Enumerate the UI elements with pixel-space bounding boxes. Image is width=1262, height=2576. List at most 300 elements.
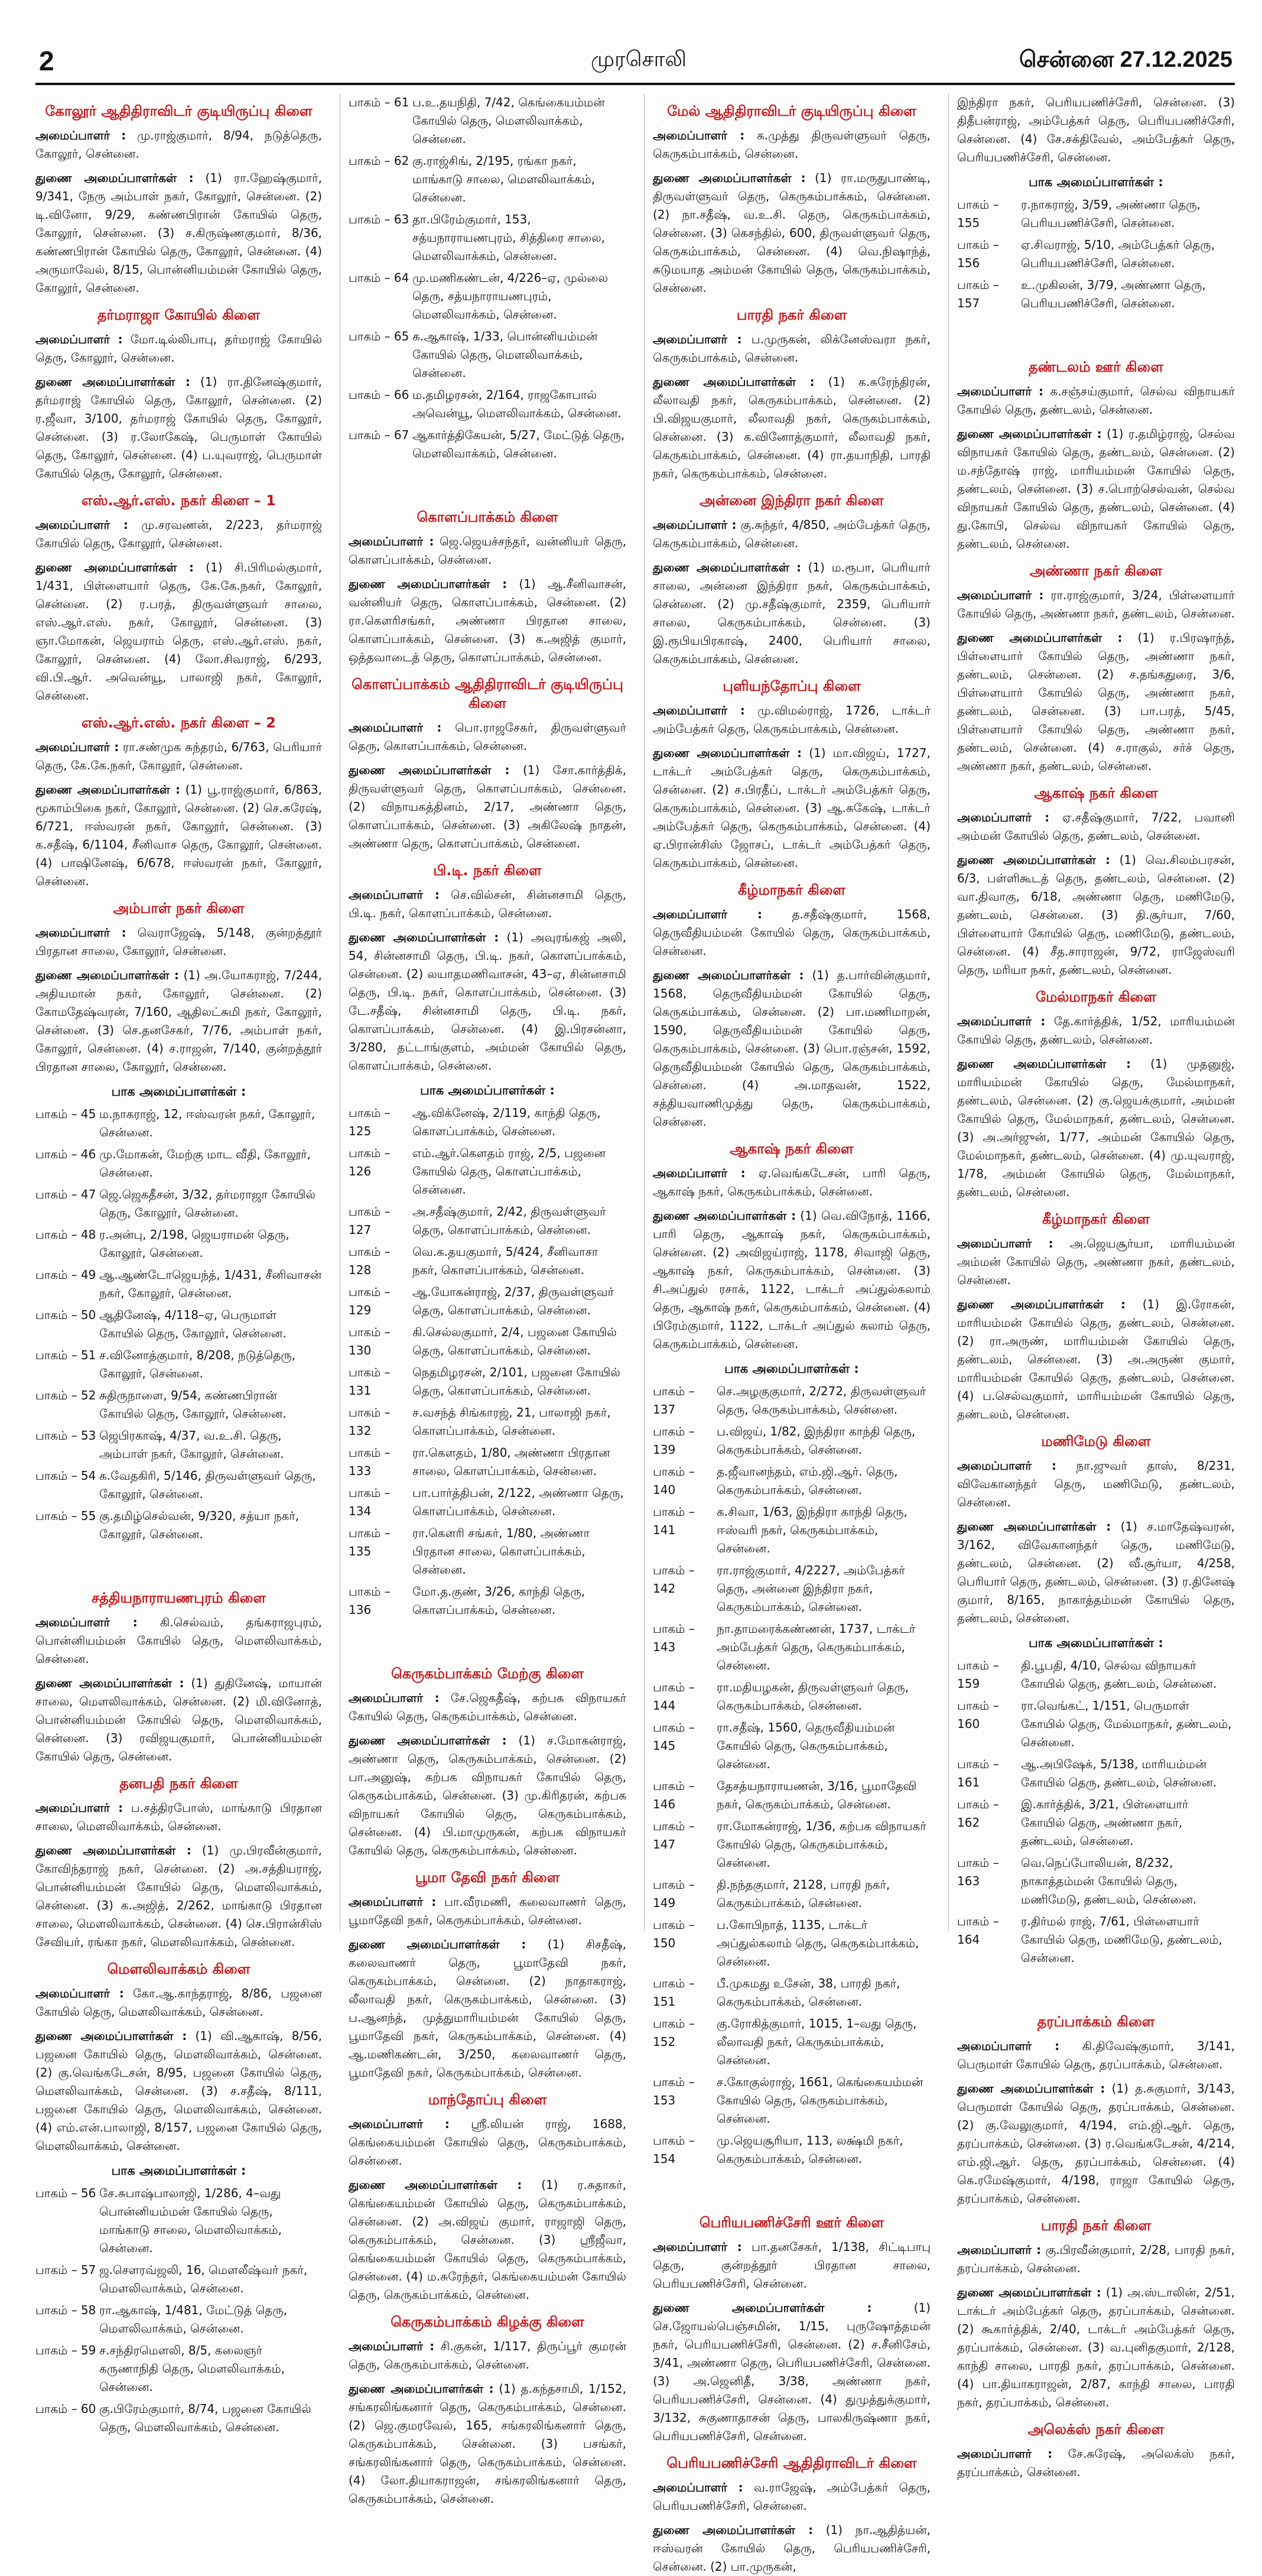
part-number: பாகம் – 151 xyxy=(653,1976,695,2009)
part-organizer-row xyxy=(653,1678,931,1715)
entry-text: (1) சோ.கார்த்திக், திருவள்ளுவர் தெரு, கொளப்பாக்கம், சென்னை. (2) விநாயகத்தினம், 2/17, அண்ணா தெரு, கொளப்பாக்கம், சென்னை. (3) அகிலேஷ் நாதன், அண்ணா தெரு, கொளப்பாக்கம், சென்னை. xyxy=(349,763,626,850)
part-organizer-text: மு.மோகன், மேற்கு மாட வீதி, கோலூர், சென்னை. xyxy=(99,1147,311,1180)
entry-text: (1) சி.பிரிமல்குமார், 1/431, பிள்ளையார் தெரு, கே.கே.நகர், கோலூர், சென்னை. (2) ர.பரத், திருவள்ளுவர் சாலை, எஸ்.ஆர்.எஸ். நகர், கோலூர், சென்னை. (3) ஞா.மோகன், ஜெயராம் தெரு, எஸ்.ஆர்.எஸ். நகர், கோலூர், சென்னை. (4) லோ.சிவராஜ், 6/293, வி.பி.ஆர். அவென்யூ, பாலாஜி நகர், கோலூர், சென்னை. xyxy=(35,560,323,703)
part-number: பாகம் – 47 xyxy=(35,1187,96,1201)
part-organizer-text: ரா.கௌரி சங்கர், 1/80, அண்ணா பிரதான சாலை, கொளப்பாக்கம், சென்னை. xyxy=(412,1526,590,1577)
part-organizer-text: கு.ராஜ்சிங், 2/195, ரங்கா நகர், மாங்காடு சாலை, மௌலிவாக்கம், சென்னை. xyxy=(412,154,595,204)
part-organizer-row xyxy=(349,1484,626,1521)
entry-text: ஏ.சதீஷ்குமார், 7/22, பவானி அம்மன் கோயில் தெரு, தண்டலம், சென்னை. xyxy=(957,810,1235,843)
part-number: பாகம் – 147 xyxy=(653,1819,695,1851)
entry-text: ரா.சண்முக சுந்தரம், 6/763, பெரியார் தெரு, கே.கே.நகர், கோலூர், சென்னை. xyxy=(35,740,322,772)
deputy-label: துணை அமைப்பாளர்கள் : xyxy=(349,2382,494,2396)
part-organizer-row xyxy=(349,210,626,265)
part-number: பாகம் – 64 xyxy=(349,271,409,285)
part-number: பாகம் – 157 xyxy=(957,278,999,310)
part-number: பாகம் – 51 xyxy=(35,1348,96,1362)
column-spacer xyxy=(349,466,626,499)
part-number: பாகம் – 146 xyxy=(653,1779,695,1811)
deputy-label: துணை அமைப்பாளர்கள் : xyxy=(35,1676,184,1690)
organizer-entry xyxy=(35,516,322,553)
part-organizer-text: தி.நந்தகுமார், 2128, பாரதி நகர், கெருகம்பாக்கம், சென்னை. xyxy=(717,1877,890,1910)
deputy-label: துணை அமைப்பாளர்கள் : xyxy=(957,427,1102,441)
part-organizer-text: ஆ.விக்னேஷ், 2/119, காந்தி தெரு, கொளப்பாக்கம், சென்னை. xyxy=(412,1106,601,1138)
organizer-entry xyxy=(349,1893,626,1929)
branch-heading: பூமா தேவி நகர் கிளை xyxy=(415,1869,560,1886)
part-organizer-row xyxy=(35,1226,322,1262)
organizer-entry xyxy=(653,2238,931,2293)
deputy-organizers-entry xyxy=(349,2380,626,2508)
part-organizer-row xyxy=(957,1697,1235,1752)
deputy-label: துணை அமைப்பாளர்கள் : xyxy=(653,2523,814,2537)
organizer-entry xyxy=(957,808,1235,845)
deputy-label: துணை அமைப்பாளர்கள் : xyxy=(35,171,194,185)
branch-heading: ஆகாஷ் நகர் கிளை xyxy=(730,1141,854,1157)
organizer-label: அமைப்பாளர் : xyxy=(349,2117,450,2131)
part-number: பாகம் – 58 xyxy=(35,2303,96,2317)
branch-heading: கெருகம்பாக்கம் மேற்கு கிளை xyxy=(391,1665,584,1682)
part-organizer-row xyxy=(349,1404,626,1440)
part-organizer-row xyxy=(35,1306,322,1343)
organizer-label: அமைப்பாளர் : xyxy=(35,518,128,532)
part-number: பாகம் – 141 xyxy=(653,1505,695,1537)
part-organizer-row xyxy=(957,1656,1235,1693)
deputy-organizers-entry xyxy=(653,966,931,1131)
deputy-label: துணை அமைப்பாளர்கள் : xyxy=(35,968,179,982)
deputy-organizers-entry xyxy=(349,2176,626,2304)
part-organizer-row xyxy=(349,1144,626,1199)
part-organizer-text: வெ.நெப்போலியன், 8/232, நாகாத்தம்மன் கோயில் தெரு, மணிமேடு, தண்டலம், சென்னை. xyxy=(1021,1856,1197,1906)
part-organizer-row xyxy=(957,1755,1235,1792)
part-number: பாகம் – 154 xyxy=(653,2133,695,2166)
continued-text: இந்திரா நகர், பெரியபணிச்சேரி, சென்னை. (3) திதீபன்ராஜ், அம்பேத்கர் தெரு, பெரியபணிச்சேரி, சென்னை. (4) சே.சக்திவேல், அம்பேத்கர் தெரு, பெரியபணிச்சேரி, சென்னை. xyxy=(957,95,1235,164)
dateline: சென்னை 27.12.2025 xyxy=(1019,47,1232,72)
part-number: பாகம் – 46 xyxy=(35,1147,96,1161)
part-number: பாகம் – 135 xyxy=(349,1526,391,1558)
part-organizer-row xyxy=(349,1524,626,1579)
part-number: பாகம் – 160 xyxy=(957,1698,999,1731)
part-organizer-text: ம.தமிழரசன், 2/164, ராஜகோபால் அவென்யூ, மௌலிவாக்கம், சென்னை. xyxy=(412,388,622,420)
entry-text: பா.தனசேகர், 1/138, சிட்டிபாபு தெரு, குன்றத்தூர் பிரதான சாலை, பெரியபணிச்சேரி, சென்னை. xyxy=(653,2240,931,2291)
part-organizer-text: ர.நாகராஜ், 3/59, அண்ணா தெரு, பெரியபணிச்சேரி, சென்னை. xyxy=(1021,197,1201,230)
part-number: பாகம் – 162 xyxy=(957,1797,999,1830)
organizer-entry xyxy=(957,1012,1235,1049)
part-organizer-text: ரா.மோகன்ராஜ், 1/36, கற்பக விநாயகர் கோயில் தெரு, கெருகம்பாக்கம், சென்னை. xyxy=(717,1819,926,1870)
entry-text: நா.ஜுவர் தாஸ், 8/231, விவேகானந்தர் தெரு, மணிமேடு, தண்டலம், சென்னை. xyxy=(957,1458,1235,1509)
organizer-label: அமைப்பாளர் : xyxy=(349,1895,437,1909)
entry-text: (1) ர.தமிழ்ராஜ், செல்வ விநாயகர் கோயில் தெரு, தண்டலம், சென்னை. (2) ம.சந்தோஷ் ராஜ், மாரியம்மன் கோயில் தெரு, தண்டலம், சென்னை. (3) ச.பொற்செல்வன், செல்வ விநாயகர் கோயில் தெரு, தண்டலம், சென்னை. (4) து.கோபி, செல்வ விநாயகர் கோயில் தெரு, தண்டலம், சென்னை. xyxy=(957,427,1235,551)
deputy-label: துணை அமைப்பாளர்கள் : xyxy=(653,968,804,982)
masthead-rule xyxy=(35,83,1235,85)
organizer-label: அமைப்பாளர் : xyxy=(653,703,745,717)
entry-text: (1) ச.மோகன்ராஜ், அண்ணா தெரு, கெருகம்பாக்கம், சென்னை. (2) பா.அனுஷ், கற்பக விநாயகர் கோயில் தெரு, கெருகம்பாக்கம், சென்னை. (3) மு.கிரிதரன், கற்பக விநாயகர் கோயில் தெரு, கெருகம்பாக்கம், சென்னை. (4) பி.மாமுருகன், கற்பக விநாயகர் கோயில் தெரு, கெருகம்பாக்கம், சென்னை. xyxy=(349,1733,626,1857)
branch-heading: மேல் ஆதிதிராவிடர் குடியிருப்பு கிளை xyxy=(667,103,916,119)
deputy-organizers-entry xyxy=(35,169,322,297)
entry-text: (1) ச.மாதேஷ்வரன், 3/162, விவேகானந்தர் தெரு, மணிமேடு, தண்டலம், சென்னை. (2) வீ.சூர்யா, 4/258, பெரியார் தெரு, தண்டலம், சென்னை. (3) ர.தினேஷ் குமார், 8/165, நாகாத்தம்மன் கோயில் தெரு, தண்டலம், சென்னை. xyxy=(957,1519,1235,1625)
part-number: பாகம் – 54 xyxy=(35,1469,96,1483)
part-organizer-row xyxy=(653,1974,931,2011)
part-organizer-row xyxy=(653,1561,931,1616)
entry-text: (1) வெ.சிலம்பரசன், 6/3, பள்ளிகூடத் தெரு, தண்டலம், சென்னை. (2) வா.திவாகு, 6/18, அண்ணா தெரு, மணிமேடு, தண்டலம், சென்னை. (3) தி.சூர்யா, 7/60, பிள்ளையார் கோயில் தெரு, மணிமேடு, தண்டலம், சென்னை. (4) சீத.சாராஜன், 9/72, ராஜேஸ்வரி தெரு, மரியா நகர், தண்டலம், சென்னை. xyxy=(957,853,1235,977)
branch-heading: கீழ்மாநகர் கிளை xyxy=(1042,1211,1150,1227)
part-number: பாகம் – 63 xyxy=(349,212,409,226)
organizer-label: அமைப்பாளர் : xyxy=(349,888,440,902)
part-organizer-text: ஆ.யோகன்ராஜ், 2/37, திருவள்ளுவர் தெரு, கொளப்பாக்கம், சென்னை. xyxy=(412,1285,614,1317)
entry-text: கி.திவேஷ்குமார், 3/141, பெருமாள் கோயில் தெரு, தரப்பாக்கம், சென்னை. xyxy=(957,2039,1235,2071)
deputy-label: துணை அமைப்பாளர்கள் : xyxy=(349,763,510,777)
deputy-label: துணை அமைப்பாளர்கள் : xyxy=(35,2029,187,2043)
deputy-label: துணை அமைப்பாளர்கள் : xyxy=(349,1937,526,1951)
part-number: பாகம் – 130 xyxy=(349,1325,391,1357)
part-organizer-text: ச.சந்திரமௌலி, 8/5, கலைஞர் கருணாநிதி தெரு, மௌலிவாக்கம், சென்னை. xyxy=(99,2343,285,2394)
part-number: பாகம் – 45 xyxy=(35,1107,96,1121)
part-number: பாகம் – 48 xyxy=(35,1227,96,1242)
deputy-label: துணை அமைப்பாளர்கள் : xyxy=(349,577,508,591)
part-organizer-row xyxy=(349,1323,626,1360)
deputy-organizers-entry xyxy=(957,1295,1235,1424)
part-number: பாகம் – 136 xyxy=(349,1584,391,1617)
part-organizer-row xyxy=(653,1777,931,1814)
part-number: பாகம் – 56 xyxy=(35,2186,96,2200)
organizer-entry xyxy=(653,701,931,738)
branch-heading: கோலூர் ஆதிதிராவிடர் குடியிருப்பு கிளை xyxy=(45,103,313,119)
part-organizer-row xyxy=(653,1422,931,1459)
part-organizer-text: தேசத்யநாராயணன், 3/16, பூமாதேவி நகர், கெருகம்பாக்கம், சென்னை. xyxy=(717,1779,917,1811)
part-organizer-text: அ.சதீஷ்குமார், 2/42, திருவள்ளுவர் தெரு, கொளப்பாக்கம், சென்னை. xyxy=(412,1204,606,1237)
column-spacer xyxy=(957,316,1235,349)
part-organizer-row xyxy=(35,1386,322,1423)
deputy-label: துணை அமைப்பாளர்கள் : xyxy=(653,1209,796,1223)
part-organizer-row xyxy=(653,2132,931,2168)
part-organizer-text: கு.தமிழ்செல்வன், 9/320, சத்யா நகர், கோலூர், சென்னை. xyxy=(99,1509,300,1541)
organizer-entry xyxy=(653,516,931,553)
organizer-entry xyxy=(35,330,322,367)
part-number: பாகம் – 152 xyxy=(653,2016,695,2049)
organizer-entry xyxy=(653,330,931,367)
column-spacer xyxy=(349,1623,626,1656)
organizer-label: அமைப்பாளர் : xyxy=(35,1986,124,2000)
deputy-organizers-entry xyxy=(957,851,1235,979)
deputy-label: துணை அமைப்பாளர்கள் : xyxy=(349,1733,507,1747)
part-number: பாகம் – 127 xyxy=(349,1204,391,1237)
organizer-label: அமைப்பாளர் : xyxy=(653,907,762,921)
part-organizer-row xyxy=(35,1346,322,1383)
entry-text: (1) இ.ரோகன், மாரியம்மன் கோயில் தெரு, தண்டலம், சென்னை. (2) ரா.அருண், மாரியம்மன் கோயில் தெரு, தண்டலம், சென்னை. (3) அ.அருண் குமார், மாரியம்மன் கோயில் தெரு, தண்டலம், சென்னை. (4) ப.செல்வகுமார், மாரியம்மன் கோயில் தெரு, தண்டலம், சென்னை. xyxy=(957,1297,1235,1421)
part-number: பாகம் – 67 xyxy=(349,428,409,442)
part-number: பாகம் – 143 xyxy=(653,1622,695,1654)
organizer-entry xyxy=(957,2241,1235,2278)
part-number: பாகம் – 53 xyxy=(35,1428,96,1443)
deputy-label: துணை அமைப்பாளர்கள் : xyxy=(35,560,194,574)
part-organizer-row xyxy=(653,1382,931,1419)
organizer-label: அமைப்பாளர் : xyxy=(653,2240,742,2254)
deputy-label: துணை அமைப்பாளர்கள் : xyxy=(957,1519,1111,1534)
deputy-organizers-entry xyxy=(957,1518,1235,1628)
column-4 xyxy=(948,93,1235,2479)
organizer-label: அமைப்பாளர் : xyxy=(653,332,742,346)
part-organizer-row xyxy=(957,236,1235,272)
entry-text: (1) ரா.தினேஷ்குமார், தர்மராஜ் கோயில் தெரு, கோலூர், சென்னை. (2) ர.ஜீவா, 3/100, தர்மராஜ் கோயில் தெரு, கோலூர், சென்னை. (3) ர.லோகேஷ், பெருமாள் கோயில் தெரு, கோலூர், சென்னை. (4) ப.யுவராஜ், பெருமாள் கோயில் தெரு, கோலூர், சென்னை. xyxy=(35,375,322,480)
part-organizer-text: ரா.ஆகாஷ், 1/481, மேட்டுத் தெரு, மௌலிவாக்கம், சென்னை. xyxy=(99,2303,288,2335)
organizer-entry xyxy=(349,2115,626,2170)
branch-heading: பெரியபணிச்சேரி ஊர் கிளை xyxy=(699,2214,884,2231)
entry-text: (1) அ.ஸ்டாலின், 2/51, டாக்டர் அம்பேத்கர் தெரு, தரப்பாக்கம், சென்னை. (2) கூகார்த்திக், 2/40, டாக்டர் அம்பேத்கர் தெரு, தரப்பாக்கம், சென்னை. (3) வ.புனிதகுமார், 2/128, காந்தி சாலை, பாரதி நகர், தரப்பாக்கம், சென்னை. (4) பா.தியாகராஜன், 2/87, காந்தி சாலை, பாரதி நகர், தரப்பாக்கம், சென்னை. xyxy=(957,2285,1235,2409)
organizer-entry xyxy=(35,126,322,163)
part-organizer-row xyxy=(35,2184,322,2257)
part-number: பாகம் – 164 xyxy=(957,1914,999,1947)
branch-heading: ஆகாஷ் நகர் கிளை xyxy=(1034,785,1158,801)
branch-heading: மணிமேடு கிளை xyxy=(1041,1433,1151,1450)
organizer-entry xyxy=(957,2037,1235,2074)
part-number: பாகம் – 60 xyxy=(35,2402,96,2416)
part-organizer-text: பா.பார்த்திபன், 2/122, அண்ணா தெரு, கொளப்பாக்கம், சென்னை. xyxy=(412,1486,624,1518)
entry-text: ப.முருகன், லிக்னேஸ்வரா நகர், கெருகம்பாக்கம், சென்னை. xyxy=(653,332,931,365)
deputy-organizers-entry xyxy=(349,575,626,667)
part-organizer-text: ஆ.ஆண்டோஜெயந்த், 1/431, சீனிவாசன் நகர், கோலூர், சென்னை. xyxy=(99,1268,322,1300)
organizer-label: அமைப்பாளர் : xyxy=(35,1615,138,1629)
organizer-entry xyxy=(349,719,626,755)
part-number: பாகம் – 150 xyxy=(653,1918,695,1950)
part-organizer-row xyxy=(957,276,1235,313)
branch-heading: பி.டி. நகர் கிளை xyxy=(433,862,542,879)
entry-text: (1) வெ.விநோத், 1166, பாரி தெரு, ஆகாஷ் நகர், கெருகம்பாக்கம், சென்னை. (2) அவிஜய்ராஜ், 1178, சிவாஜி தெரு, ஆகாஷ் நகர், கெருகம்பாக்கம், சென்னை. (3) சி.அப்துல் ரசாக், 1122, டாக்டர் அப்துல்கலாம் தெரு, ஆகாஷ் நகர், கெருகம்பாக்கம், சென்னை. (4) பிரேம்குமார், 1122, டாக்டர் அப்துல் கலாம் தெரு, கெருகம்பாக்கம், சென்னை. xyxy=(653,1209,931,1351)
branch-heading: அன்னை இந்திரா நகர் கிளை xyxy=(700,492,884,509)
part-number: பாகம் – 57 xyxy=(35,2263,96,2277)
deputy-label: துணை அமைப்பாளர்கள் : xyxy=(957,853,1110,867)
organizer-entry xyxy=(349,2337,626,2374)
part-organizer-row xyxy=(35,1467,322,1503)
organizer-label: அமைப்பாளர் : xyxy=(957,810,1050,824)
entry-text: மோ.டில்லிபாபு, தர்மராஜ் கோயில் தெரு, கோலூர், சென்னை. xyxy=(35,332,322,365)
part-organizer-row xyxy=(653,1916,931,1971)
entry-text: (1) ர.பிரஷாந்த், பிள்ளையார் கோயில் தெரு, அண்ணா நகர், தண்டலம், சென்னை. (2) ச.தங்கதுரை, 3/6, பிள்ளையார் கோயில் தெரு, அண்ணா நகர், தண்டலம், சென்னை. (3) பா.பரத், 5/45, பிள்ளையார் கோயில் தெரு, அண்ணா நகர், தண்டலம், சென்னை. (4) ச.ராகுல், சர்ச் தெரு, அண்ணா நகர், தண்டலம், சென்னை. xyxy=(957,631,1235,773)
organizer-entry xyxy=(35,1984,322,2021)
part-organizer-row xyxy=(653,2015,931,2070)
part-organizer-text: இ.கார்த்திக், 3/21, பிள்ளையார் கோயில் தெரு, அண்ணா நகர், தண்டலம், சென்னை. xyxy=(1021,1797,1189,1848)
deputy-organizers-entry xyxy=(957,2080,1235,2208)
branch-heading: தர்மராஜா கோயில் கிளை xyxy=(97,307,261,323)
part-organizer-text: ஏ.சிவராஜ், 5/10, அம்பேத்கர் தெரு, பெரியபணிச்சேரி, சென்னை. xyxy=(1021,238,1215,270)
part-number: பாகம் – 161 xyxy=(957,1757,999,1789)
deputy-organizers-entry xyxy=(653,558,931,668)
part-number: பாகம் – 126 xyxy=(349,1146,391,1178)
organizer-label: அமைப்பாளர் : xyxy=(957,2447,1053,2461)
entry-text: (1) த.சுகுமார், 3/143, பெருமாள் கோயில் தெரு, தரப்பாக்கம், சென்னை. (2) கு.வேலுகுமார், 4/194, எம்.ஜி.ஆர். தெரு, தரப்பாக்கம், சென்னை. (3) ர.வெங்கடேசன், 4/214, எம்.ஜி.ஆர். தெரு, தரப்பாக்கம், சென்னை. (4) கெ.ரமேஷ்குமார், 4/198, ராஜா கோயில் தெரு, தரப்பாக்கம், சென்னை. xyxy=(957,2081,1235,2205)
entry-text: (1) ர.சுதாகர், கெங்கையம்மன் கோயில் தெரு, கெருகம்பாக்கம், சென்னை. (2) அ.விஜய் குமார், ராஜாஜி தெரு, கெருகம்பாக்கம், சென்னை. (3) ஸ்ரீஜீவா, கெங்கையம்மன் கோயில் தெரு, கெருகம்பாக்கம், சென்னை. (4) ம.சுரேந்தர், கெங்கையம்மன் கோயில் தெரு, கெருகம்பாக்கம், சென்னை. xyxy=(349,2178,626,2302)
part-organizer-text: ஜெபிரகாஷ், 4/37, வ.உ.சி. தெரு, அம்பாள் நகர், கோலூர், சென்னை. xyxy=(99,1428,284,1461)
part-organizer-text: க.வேதகிரி, 5/146, திருவள்ளுவர் தெரு, கோலூர், சென்னை. xyxy=(99,1469,316,1501)
part-organizer-text: க.ஆகாஷ், 1/33, பொன்னியம்மன் கோயில் தெரு, மௌலிவாக்கம், சென்னை. xyxy=(412,329,598,380)
part-number: பாகம் – 133 xyxy=(349,1445,391,1478)
part-organizer-text: எம்.ஆர்.கௌதம் ராஜ், 2/5, பஜனை கோயில் தெரு, கொளப்பாக்கம், சென்னை. xyxy=(412,1146,606,1197)
entry-text: (1) மு.பிரவீன்குமார், கோவிந்தராஜ் நகர், சென்னை. (2) அ.சத்தியராஜ், பொன்னியம்மன் கோயில் தெரு, மௌலிவாக்கம், சென்னை. (3) க.அஜித், 2/262, மாங்காடு பிரதான சாலை, மௌலிவாக்கம், சென்னை. (4) செ.பிரான்சிஸ் சேவியர், ரங்கா நகர், மௌலிவாக்கம், சென்னை. xyxy=(35,1843,322,1949)
entry-text: க.சஞ்சய்குமார், செல்வ விநாயகர் கோயில் தெரு, தண்டலம், சென்னை. xyxy=(957,384,1235,417)
part-organizers-heading: பாக அமைப்பாளர்கள் : xyxy=(724,1362,859,1376)
part-organizers-heading: பாக அமைப்பாளர்கள் : xyxy=(1029,1636,1163,1650)
deputy-organizers-entry xyxy=(35,966,322,1076)
entry-text: செ.வில்சன், சின்னசாமி தெரு, பி.டி. நகர், கொளப்பாக்கம், சென்னை. xyxy=(349,888,627,920)
organizer-label: அமைப்பாளர் : xyxy=(349,2339,435,2353)
part-organizer-text: ரா.வெங்கட், 1/151, பெருமாள் கோயில் தெரு, மேல்மாநகர், தண்டலம், சென்னை. xyxy=(1021,1698,1232,1749)
part-organizer-text: ரா.ராஜ்குமார், 4/2227, அம்பேத்கர் தெரு, அன்னை இந்திரா நகர், கெருகம்பாக்கம், சென்னை. xyxy=(717,1563,905,1614)
part-organizer-text: கி.செல்லகுமார், 2/4, பஜனை கோயில் தெரு, கொளப்பாக்கம், சென்னை. xyxy=(412,1325,617,1357)
entry-text: (1) அ.யோகராஜ், 7/244, அதியமான் நகர், கோலூர், சென்னை. (2) கோமதேஷ்வரன், 7/160, ஆதிலட்சுமி நகர், கோலூர், சென்னை. (3) செ.தனசேகர், 7/76, அம்பாள் நகர், கோலூர், சென்னை. (4) ச.ராஜன், 7/140, குன்றத்தூர் பிரதான சாலை, கோலூர், சென்னை. xyxy=(35,968,322,1074)
part-number: பாகம் – 155 xyxy=(957,197,999,230)
branch-heading: பெரியபணிச்சேரி ஆதிதிராவிடர் கிளை xyxy=(666,2455,917,2471)
deputy-label: துணை அமைப்பாளர்கள் : xyxy=(653,2301,872,2315)
deputy-label: துணை அமைப்பாளர்கள் : xyxy=(349,930,499,944)
organizer-entry xyxy=(957,586,1235,623)
deputy-label: துணை அமைப்பாளர்கள் : xyxy=(957,2285,1101,2299)
column-3 xyxy=(644,93,931,2574)
entry-text: பொ.ராஜசேகர், திருவள்ளுவர் தெரு, கொளப்பாக்கம், சென்னை. xyxy=(349,720,626,753)
part-number: பாகம் – 65 xyxy=(349,329,409,343)
part-organizer-row xyxy=(349,386,626,423)
entry-text: (1) த.பார்வின்குமார், 1568, தெருவீதியம்மன் கோயில் தெரு, கெருகம்பாக்கம், சென்னை. (2) பா.மணிமாறன், 1590, தெருவீதியம்மன் கோயில் தெரு, கெருகம்பாக்கம், சென்னை. (3) பொ.ரஞ்சன், 1592, தெருவீதியம்மன் கோயில் தெரு, கெருகம்பாக்கம், சென்னை. (4) அ.மாதவன், 1522, சத்தியவாணிமுத்து தெரு, கெருகம்பாக்கம், சென்னை. xyxy=(653,968,931,1129)
organizer-label: அமைப்பாளர் : xyxy=(957,1236,1053,1250)
part-organizer-text: உ.முகிலன், 3/79, அண்ணா தெரு, பெரியபணிச்சேரி, சென்னை. xyxy=(1021,278,1206,310)
organizer-label: அமைப்பாளர் : xyxy=(349,1691,440,1705)
organizer-label: அமைப்பாளர் : xyxy=(35,925,126,940)
organizer-entry xyxy=(35,1613,322,1668)
organizer-entry xyxy=(653,1164,931,1201)
part-organizer-row xyxy=(349,1363,626,1400)
part-organizer-text: கு.பிரேம்குமார், 8/74, பஜனை கோயில் தெரு, மௌலிவாக்கம், சென்னை. xyxy=(99,2402,311,2434)
organizer-entry xyxy=(349,1689,626,1726)
part-number: பாகம் – 140 xyxy=(653,1464,695,1497)
entry-text: ஸ்ரீ.லியன் ராஜ், 1688, கெங்கையம்மன் கோயில் தெரு, கெருகம்பாக்கம், சென்னை. xyxy=(349,2117,627,2168)
branch-heading: மேல்மாநகர் கிளை xyxy=(1036,989,1156,1005)
deputy-organizers-entry xyxy=(35,2027,322,2155)
branch-heading: மௌலிவாக்கம் கிளை xyxy=(107,1961,251,1977)
part-number: பாகம் – 159 xyxy=(957,1658,999,1691)
part-number: பாகம் – 144 xyxy=(653,1680,695,1713)
part-organizer-text: நெதமிழரசன், 2/101, பஜனை கோயில் தெரு, கொளப்பாக்கம், சென்னை. xyxy=(412,1365,620,1398)
part-organizer-text: த.ஜீவானந்தம், எம்.ஜி.ஆர். தெரு, கெருகம்பாக்கம், சென்னை. xyxy=(717,1464,898,1497)
masthead xyxy=(0,0,1262,89)
part-organizer-text: செ.அழகுகுமார், 2/272, திருவள்ளுவர் தெரு, கெருகம்பாக்கம், சென்னை. xyxy=(717,1384,926,1417)
part-number: பாகம் – 134 xyxy=(349,1486,391,1518)
column-spacer xyxy=(957,1971,1235,2004)
deputy-organizers-entry xyxy=(349,761,626,853)
part-organizer-row xyxy=(349,1104,626,1141)
organizer-entry xyxy=(35,738,322,775)
entry-text: மு.சரவணன், 2/223, தர்மராஜ் கோயில் தெரு, கோலூர், சென்னை. xyxy=(35,518,323,550)
deputy-organizers-entry xyxy=(653,1207,931,1353)
part-organizer-text: ஆதினேஷ், 4/118–ஏ, பெருமாள் கோயில் தெரு, கோலூர், சென்னை. xyxy=(99,1308,287,1340)
part-organizer-text: வெ.க.தயகுமார், 5/424, சீனிவாசா நகர், கொளப்பாக்கம், சென்னை. xyxy=(412,1245,599,1277)
part-organizer-row xyxy=(957,1854,1235,1909)
entry-text: கோ.ஆ.காந்தராஜ், 8/86, பஜனை கோயில் தெரு, மௌலிவாக்கம், சென்னை. xyxy=(35,1986,323,2019)
part-number: பாகம் – 137 xyxy=(653,1384,695,1417)
part-organizer-text: ரா.கௌதம், 1/80, அண்ணா பிரதான சாலை, கொளப்பாக்கம், சென்னை. xyxy=(412,1445,610,1478)
deputy-label: துணை அமைப்பாளர்கள் : xyxy=(35,375,190,389)
organizer-entry xyxy=(957,2445,1235,2481)
organizer-label: அமைப்பாளர் : xyxy=(957,2243,1042,2257)
part-organizer-row xyxy=(35,2341,322,2396)
organizer-label: அமைப்பாளர் : xyxy=(653,518,737,532)
part-organizer-text: ப.விஜய், 1/82, இந்திரா காந்தி தெரு, கெருகம்பாக்கம், சென்னை. xyxy=(717,1424,916,1457)
part-number: பாகம் – 149 xyxy=(653,1877,695,1910)
deputy-organizers-entry xyxy=(653,744,931,872)
organizer-label: அமைப்பாளர் : xyxy=(349,720,442,735)
part-organizer-row xyxy=(349,1444,626,1480)
part-organizer-row xyxy=(957,1912,1235,1967)
deputy-organizers-entry xyxy=(957,1055,1235,1201)
organizer-label: அமைப்பாளர் : xyxy=(653,1166,746,1180)
entry-text: (1) க.சுரேந்திரன், லீலாவதி நகர், கெருகம்பாக்கம், சென்னை. (2) பி.விஜயகுமார், லீலாவதி நகர், கெருகம்பாக்கம், சென்னை. (3) க.வினோத்குமார், லீலாவதி நகர், கெருகம்பாக்கம், சென்னை. (4) ரா.தயாநிதி, பாரதி நகர், கெருகம்பாக்கம், சென்னை. xyxy=(653,375,931,480)
part-number: பாகம் – 128 xyxy=(349,1245,391,1277)
entry-text: தே.கார்த்திக், 1/52, மாரியம்மன் கோயில் தெரு, தண்டலம், சென்னை. xyxy=(957,1014,1235,1047)
page-number: 2 xyxy=(39,46,54,76)
organizer-entry xyxy=(35,1799,322,1836)
part-organizer-row xyxy=(653,1620,931,1675)
entry-text: கு.பிரவீன்குமார், 2/28, பாரதி நகர், தரப்பாக்கம், சென்னை. xyxy=(957,2243,1235,2275)
part-organizer-text: பீ.முகமது உசேன், 38, பாரதி நகர், கெருகம்பாக்கம், சென்னை. xyxy=(717,1976,900,2009)
entry-text: (1) ம.ரூபா, பெரியார் சாலை, அன்னை இந்திரா நகர், கெருகம்பாக்கம், சென்னை. (2) மு.சதீஷ்குமார், 2359, பெரியார் சாலை, கெருகம்பாக்கம், சென்னை. (3) இ.ரூபியபிரகாஷ், 2400, பெரியார் சாலை, கெருகம்பாக்கம், சென்னை. xyxy=(653,560,931,666)
part-number: பாகம் – 131 xyxy=(349,1365,391,1398)
column-spacer xyxy=(653,2172,931,2205)
part-organizer-row xyxy=(35,1185,322,1222)
part-number: பாகம் – 59 xyxy=(35,2343,96,2357)
part-organizer-text: ச.வினோத்குமார், 8/208, நடுத்தெரு, கோலூர், சென்னை. xyxy=(99,1348,296,1380)
part-organizer-row xyxy=(957,196,1235,232)
part-number: பாகம் – 153 xyxy=(653,2075,695,2107)
part-number: பாகம் – 145 xyxy=(653,1720,695,1753)
deputy-organizers-entry xyxy=(957,2283,1235,2412)
deputy-organizers-entry xyxy=(957,629,1235,775)
entry-text: சி.குகன், 1/117, திருப்பூர் குமரன் தெரு, கெருகம்பாக்கம், சென்னை. xyxy=(349,2339,626,2372)
entry-text: வெராஜேஷ், 5/148, குன்றத்தூர் பிரதான சாலை, கோலூர், சென்னை. xyxy=(35,925,322,958)
organizer-entry xyxy=(653,126,931,163)
organizer-label: அமைப்பாளர் : xyxy=(957,1458,1057,1473)
part-organizer-row xyxy=(349,426,626,463)
part-organizer-text: தி.பூபதி, 4/10, செல்வ விநாயகர் கோயில் தெரு, தண்டலம், சென்னை. xyxy=(1021,1658,1217,1691)
part-organizer-text: ம.நாகராஜ், 12, ஈஸ்வரன் நகர், கோலூர், சென்னை. xyxy=(99,1107,316,1139)
branch-heading: கொளப்பாக்கம் ஆதிதிராவிடர் குடியிருப்பு கிளை xyxy=(352,676,623,712)
branch-heading: கீழ்மாநகர் கிளை xyxy=(737,882,846,898)
part-organizer-text: ப.உ.தயநிதி, 7/42, கெங்கையம்மன் கோயில் தெரு, மௌலிவாக்கம், சென்னை. xyxy=(412,95,605,146)
part-organizer-row xyxy=(653,2073,931,2128)
part-organizer-row xyxy=(349,1243,626,1279)
deputy-label: துணை அமைப்பாளர்கள் : xyxy=(653,375,815,389)
part-organizer-row xyxy=(349,1283,626,1320)
part-number: பாகம் – 61 xyxy=(349,95,409,109)
organizer-label: அமைப்பாளர் : xyxy=(35,332,123,346)
deputy-organizers-entry xyxy=(35,781,322,891)
part-organizers-heading: பாக அமைப்பாளர்கள் : xyxy=(111,1084,246,1099)
part-organizer-row xyxy=(349,152,626,207)
part-organizer-row xyxy=(35,1105,322,1142)
entry-text: (1) ரா.மருதுபாண்டி, திருவள்ளுவர் தெரு, கெருகம்பாக்கம், சென்னை. (2) நா.சதீஷ், வ.உ.சி. தெரு, கெருகம்பாக்கம், சென்னை. (3) கெசந்தில், 600, திருவள்ளுவர் தெரு, கெருகம்பாக்கம், சென்னை. (4) வெ.நிஷாந்த், சுடுமயாத அம்மன் கோயில் தெரு, கெருகம்பாக்கம், சென்னை. xyxy=(653,171,931,295)
part-organizer-text: ஆகார்த்திகேயன், 5/27, மேட்டுத் தெரு, மௌலிவாக்கம், சென்னை. xyxy=(412,428,625,460)
column-1 xyxy=(35,93,323,2434)
part-organizer-text: ரா.சதீஷ், 1560, தெருவீதியம்மன் கோயில் தெரு, கெருகம்பாக்கம், சென்னை. xyxy=(717,1720,895,1771)
organizer-entry xyxy=(349,532,626,569)
entry-text: பா.வீரமணி, கலைவாணர் தெரு, பூமாதேவி நகர், கெருகம்பாக்கம், சென்னை. xyxy=(349,1895,627,1927)
organizer-label: அமைப்பாளர் : xyxy=(349,534,434,548)
organizer-entry xyxy=(653,905,931,960)
entry-text: ஜெ.ஜெயச்சந்தர், வன்னியர் தெரு, கொளப்பாக்கம், சென்னை. xyxy=(349,534,627,567)
part-organizer-text: மோ.த.குண், 3/26, காந்தி தெரு, கொளப்பாக்கம், சென்னை. xyxy=(412,1584,586,1617)
branch-heading: பாரதி நகர் கிளை xyxy=(1040,2217,1152,2234)
entry-text: (1) த.கந்தசாமி, 1/152, சங்கரலிங்கனார் தெரு, கெருகம்பாக்கம், சென்னை. (2) ஜெ.குமரவேல், 165, சங்கரலிங்கனார் தெரு, கெருகம்பாக்கம், சென்னை. (3) பசங்கர், சங்கரலிங்கனார் தெரு, கெருகம்பாக்கம், சென்னை. (4) லோ.தியாகராஜன், சங்கரலிங்கனார் தெரு, கெருகம்பாக்கம், சென்னை. xyxy=(349,2382,626,2506)
organizer-entry xyxy=(957,1235,1235,1289)
part-organizer-text: க.சிவா, 1/63, இந்திரா காந்தி தெரு, ஈஸ்வரி நகர், கெருகம்பாக்கம், சென்னை. xyxy=(717,1505,908,1555)
entry-text: (1) வி.ஆகாஷ், 8/56, பஜனை கோயில் தெரு, மௌலிவாக்கம், சென்னை. (2) கு.வெங்கடேசன், 8/95, பஜனை கோயில் தெரு, மௌலிவாக்கம், சென்னை. (3) ச.சதீஷ், 8/111, பஜனை கோயில் தெரு, மௌலிவாக்கம், சென்னை. (4) எம்.என்.பாலாஜி, 8/157, பஜனை கோயில் தெரு, மௌலிவாக்கம், சென்னை. xyxy=(35,2029,322,2153)
entry-text: க.முத்து திருவள்ளுவர் தெரு, கெருகம்பாக்கம், சென்னை. xyxy=(653,128,931,161)
deputy-label: துணை அமைப்பாளர்கள் : xyxy=(35,782,181,797)
part-organizer-row xyxy=(653,1817,931,1872)
